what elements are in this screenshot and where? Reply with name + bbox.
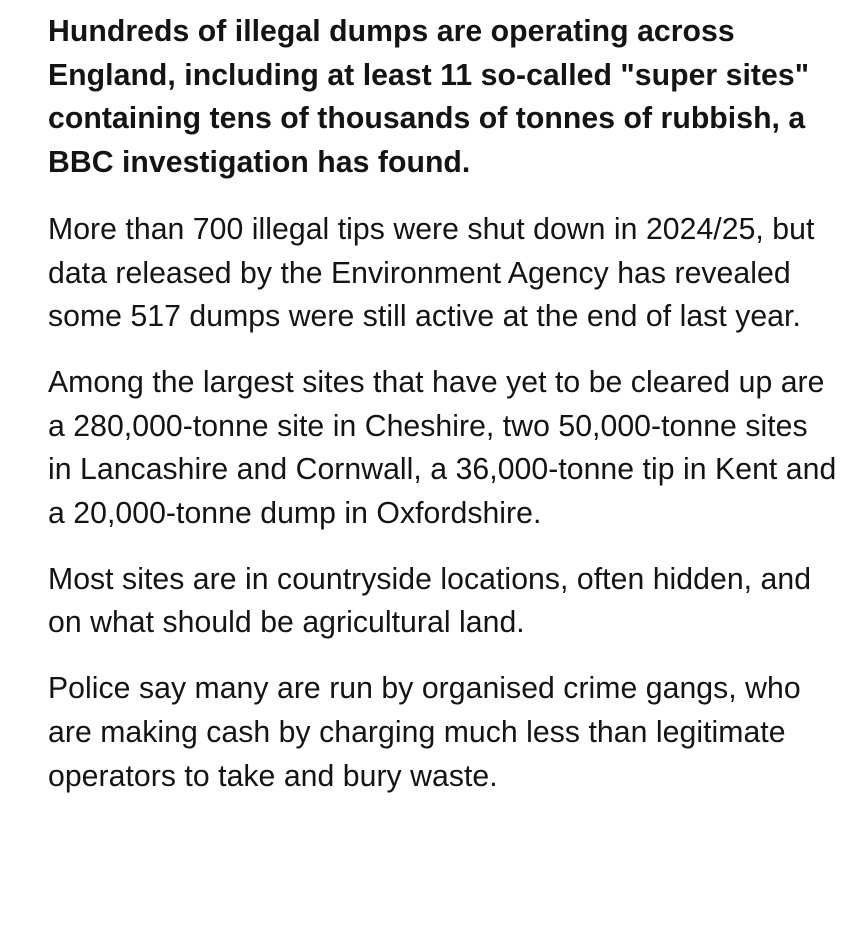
article-body: [48, 10, 838, 798]
article-lede: Hundreds of illegal dumps are operating across England, including at least 11 so-called "super sites" containing tens of thousands of tonnes of rubbish, a BBC investigation has found.: [48, 15, 810, 180]
article-paragraph: Police say many are run by organised crime gangs, who are making cash by charging much less than legitimate operators to take and bury waste.: [48, 672, 801, 793]
article-paragraph: Most sites are in countryside locations, often hidden, and on what should be agricultural land.: [48, 562, 812, 640]
article-paragraph: Among the largest sites that have yet to be cleared up are a 280,000-tonne site in Cheshire, two 50,000-tonne sites in Lancashire and Cornwall, a 36,000-tonne tip in Kent and a 20,000-tonne dump in Oxfordshire.: [48, 365, 837, 531]
article-paragraph: More than 700 illegal tips were shut down in 2024/25, but data released by the Environment Agency has revealed some 517 dumps were still active at the end of last year.: [48, 212, 815, 334]
